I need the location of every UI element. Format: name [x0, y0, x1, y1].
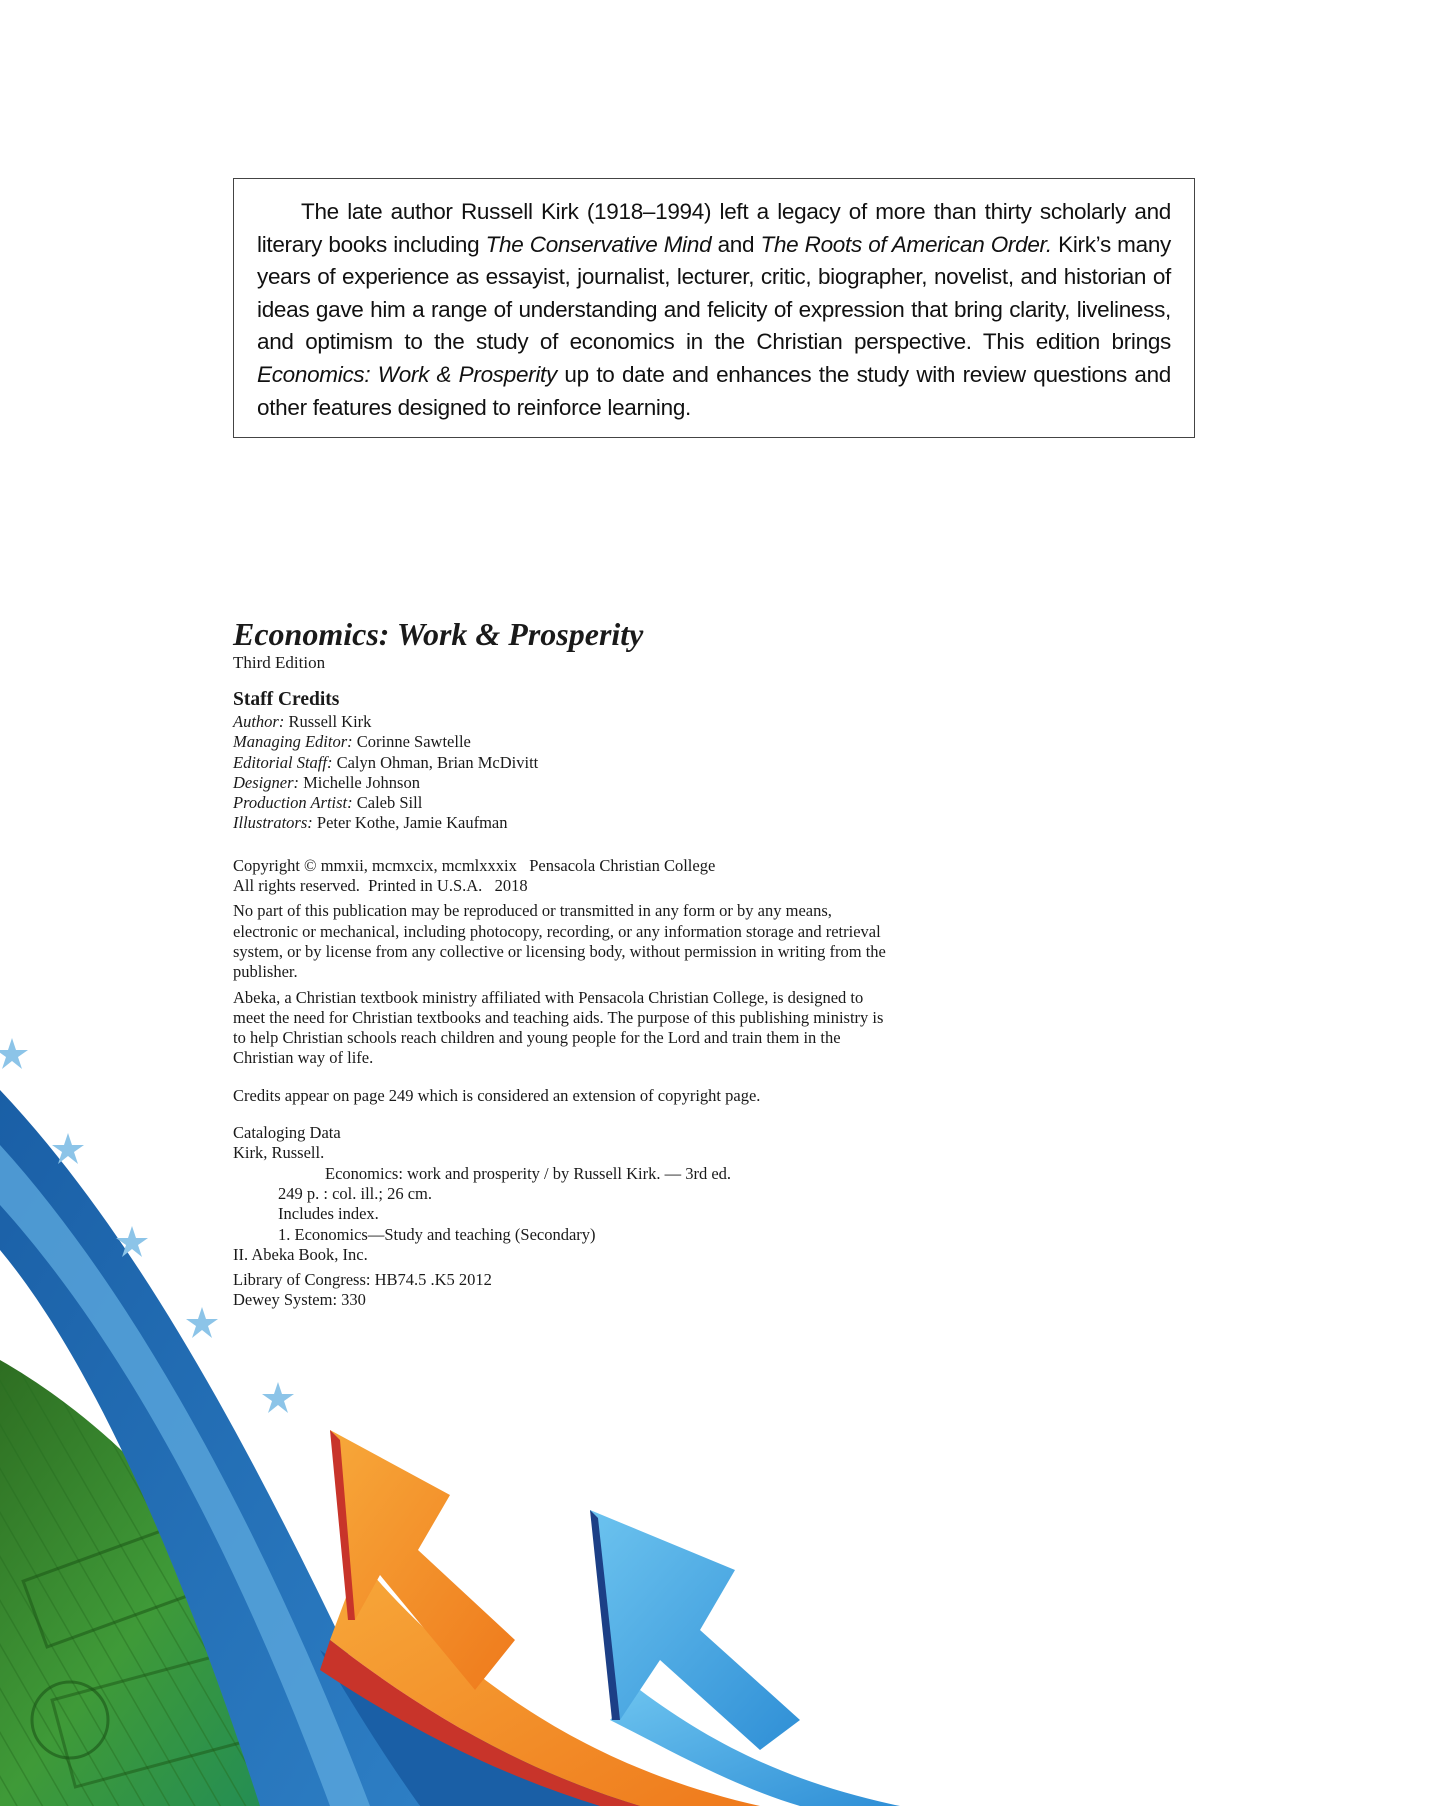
cataloging-pages: 249 p. : col. ill.; 26 cm. [278, 1183, 432, 1203]
credit-names: Michelle Johnson [298, 772, 420, 792]
credit-line [233, 813, 933, 833]
cataloging-subject: 1. Economics—Study and teaching (Secondary) [278, 1224, 596, 1244]
cataloging-publisher: II. Abeka Book, Inc. [233, 1244, 368, 1264]
staff-credits-list [233, 712, 933, 834]
intro-box [233, 178, 1195, 438]
star-icon [0, 1038, 28, 1069]
credit-line [233, 773, 933, 793]
credit-names: Caleb Sill [352, 793, 423, 813]
reproduction-notice: No part of this publication may be reproduced or transmitted in any form or by any means, electronic or mechanical, including photocopy, recording, or any information storage and retrieval system, or by license from any collective or licensing body, without permission in writing from the publisher. [233, 901, 886, 982]
cataloging-author: Kirk, Russell. [233, 1143, 325, 1163]
intro-text-3: Kirk’s many years of experience as essayist, journalist, lecturer, critic, biographer, novelist, and historian of ideas gave him a range of understanding and felicity of expression that bring clarity, liveliness, and optimism to the study of economics in the Christian perspective. This edition brings [257, 231, 1172, 355]
ministry-statement: Abeka, a Christian textbook ministry affiliated with Pensacola Christian College, is designed to meet the need for Christian textbooks and teaching aids. The purpose of this publishing ministry is to help Christian schools reach children and young people for the Lord and train them in the Christian way of life. [233, 987, 884, 1068]
credit-line [233, 793, 933, 813]
intro-text-1: The late author Russell Kirk (1918–1994) left a legacy of more than thirty scholarly and literary books including [257, 199, 1171, 257]
credit-line [233, 753, 933, 773]
credit-line [233, 732, 933, 752]
credit-role: Production Artist: [233, 793, 353, 813]
copyright-line: Copyright © mmxii, mcmxcix, mcmlxxxix Pensacola Christian College [233, 855, 716, 875]
cataloging-index: Includes index. [278, 1204, 379, 1224]
credits-note: Credits appear on page 249 which is considered an extension of copyright page. [233, 1085, 761, 1105]
credit-role: Designer: [233, 772, 299, 792]
decorative-artwork [0, 1030, 1000, 1806]
credit-role: Illustrators: [233, 813, 313, 833]
cataloging-title: Economics: work and prosperity / by Russell Kirk. — 3rd ed. [325, 1163, 732, 1183]
credit-names: Russell Kirk [284, 712, 372, 731]
intro-text-4: up to date and enhances the study with review questions and other features designed to reinforce learning. [257, 361, 1171, 420]
credit-line [233, 712, 933, 732]
credit-role: Managing Editor: [233, 732, 353, 752]
staff-credits-heading: Staff Credits [233, 689, 340, 710]
book-title-economics: Economics: Work & Prosperity [257, 361, 557, 387]
credit-names: Calyn Ohman, Brian McDivitt [332, 752, 539, 772]
credit-role: Editorial Staff: [233, 752, 333, 772]
rights-line: All rights reserved. Printed in U.S.A. 2018 [233, 876, 528, 896]
cataloging-heading: Cataloging Data [233, 1123, 341, 1143]
dewey-system: Dewey System: 330 [233, 1290, 366, 1310]
book-title-roots-american-order: The Roots of American Order. [760, 231, 1052, 257]
credit-role: Author: [233, 712, 285, 731]
credit-names: Peter Kothe, Jamie Kaufman [312, 813, 508, 833]
star-icon [262, 1382, 294, 1413]
book-title-conservative-mind: The Conservative Mind [485, 231, 712, 257]
credit-names: Corinne Sawtelle [352, 732, 471, 752]
star-icon [186, 1307, 218, 1338]
library-of-congress: Library of Congress: HB74.5 .K5 2012 [233, 1270, 492, 1290]
intro-text-2: and [711, 231, 761, 257]
blue-arrow-head [590, 1510, 800, 1750]
book-title: Economics: Work & Prosperity [233, 616, 644, 652]
edition: Third Edition [233, 653, 326, 672]
intro-paragraph [257, 196, 1171, 424]
